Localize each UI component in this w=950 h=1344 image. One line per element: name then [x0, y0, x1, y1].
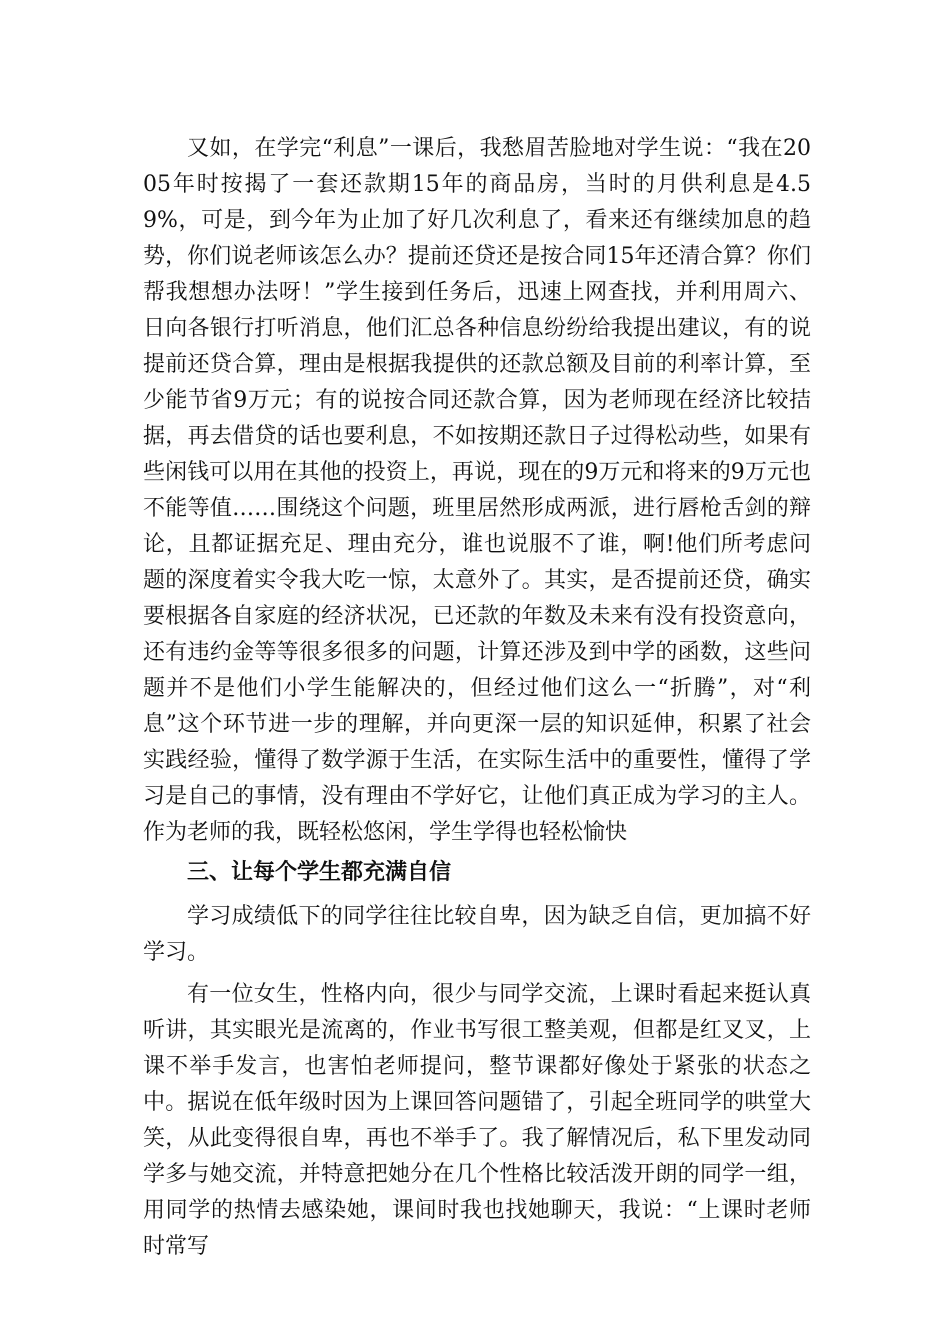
body-paragraph: 又如，在学完“利息”一课后，我愁眉苦脸地对学生说：“我在2005年时按揭了一套还款期15年的商品房，当时的月供利息是4.59%，可是，到今年为止加了好几次利息了，看来还有继续加息的趋势，你们说老师该怎么办？提前还贷还是按合同15年还清合算？你们帮我想想办法呀！”学生接到任务后，迅速上网查找，并利用周六、日向各银行打听消息，他们汇总各种信息纷纷给我提出建议，有的说提前还贷合算，理由是根据我提供的还款总额及目前的利率计算，至少能节省9万元；有的说按合同还款合算，因为老师现在经济比较拮据，再去借贷的话也要利息，不如按期还款日子过得松动些，如果有些闲钱可以用在其他的投资上，再说，现在的9万元和将来的9万元也不能等值……围绕这个问题，班里居然形成两派，进行唇枪舌剑的辩论，且都证据充足、理由充分，谁也说服不了谁，啊!他们所考虑问题的深度着实令我大吃一惊，太意外了。其实，是否提前还贷，确实要根据各自家庭的经济状况，已还款的年数及未来有没有投资意向，还有违约金等等很多很多的问题，计算还涉及到中学的函数，这些问题并不是他们小学生能解决的，但经过他们这么一“折腾”，对“利息”这个环节进一步的理解，并向更深一层的知识延伸，积累了社会实践经验，懂得了数学源于生活，在实际生活中的重要性，懂得了学习是自己的事情，没有理由不学好它，让他们真正成为学习的主人。作为老师的我，既轻松悠闲，学生学得也轻松愉快	[143, 136, 811, 845]
body-paragraph: 有一位女生，性格内向，很少与同学交流，上课时看起来挺认真听讲，其实眼光是流离的，作业书写很工整美观，但都是红叉叉，上课不举手发言，也害怕老师提问，整节课都好像处于紧张的状态之中。据说在低年级时因为上课回答问题错了，引起全班同学的哄堂大笑，从此变得很自卑，再也不举手了。我了解情况后，私下里发动同学多与她交流，并特意把她分在几个性格比较活泼开朗的同学一组，用同学的热情去感染她，课间时我也找她聊天，我说：“上课时老师时常写	[143, 982, 811, 1259]
document-page	[143, 131, 811, 1265]
section-heading: 三、让每个学生都充满自信	[187, 860, 452, 885]
body-paragraph: 学习成绩低下的同学往往比较自卑，因为缺乏自信，更加搞不好学习。	[143, 904, 811, 965]
